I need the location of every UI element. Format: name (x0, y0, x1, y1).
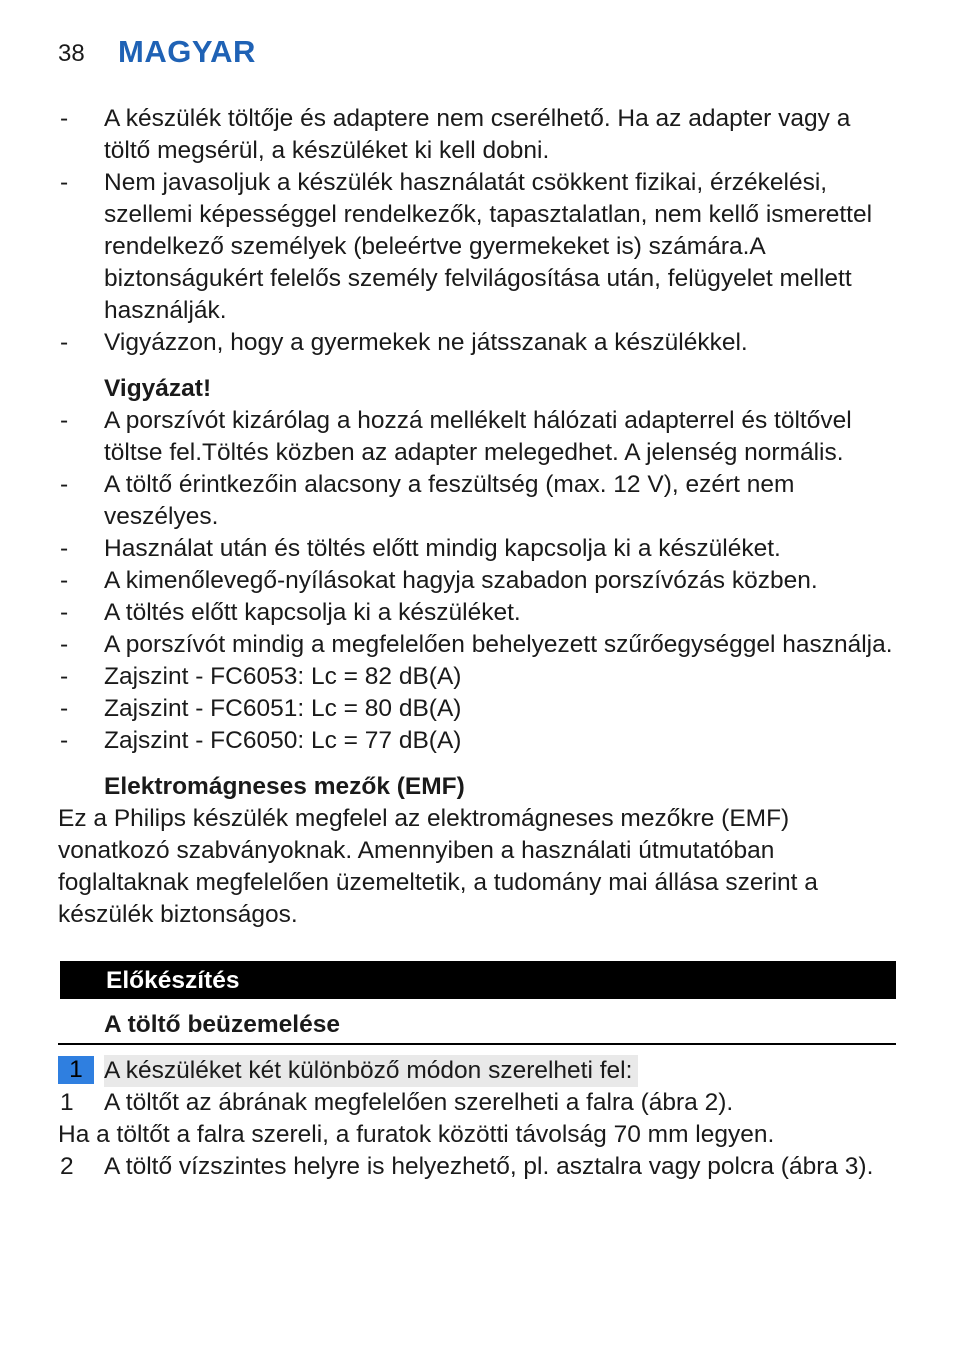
list-marker: - (60, 567, 69, 594)
list-marker: - (60, 631, 69, 658)
section-band-title: Előkészítés (60, 961, 896, 999)
list-marker: - (60, 727, 69, 754)
emf-heading: Elektromágneses mezők (EMF) (104, 773, 465, 800)
list-item (58, 597, 898, 629)
charger-setup-heading: A töltő beüzemelése (58, 1009, 896, 1045)
list-item (58, 725, 898, 757)
list-marker: - (60, 663, 69, 690)
list-item (58, 1151, 898, 1183)
list-marker: - (60, 407, 69, 434)
list-marker: - (60, 169, 69, 196)
caution-heading: Vigyázat! (104, 375, 212, 402)
list-item-text: A töltőt az ábrának megfelelően szerelheti a falra (ábra 2). (104, 1089, 734, 1116)
list-item (58, 327, 898, 359)
list-item-text: A töltő érintkezőin alacsony a feszültség (max. 12 V), ezért nem veszélyes. (104, 471, 795, 530)
list-item-text: A porszívót kizárólag a hozzá mellékelt hálózati adapterrel és töltővel töltse fel.Töltés közben az adapter melegedhet. A jelenség normális. (104, 407, 852, 466)
list-marker: - (60, 535, 69, 562)
list-item (58, 1087, 898, 1119)
list-item (58, 469, 898, 533)
page-number: 38 (58, 40, 85, 67)
list-item-text: A készülék töltője és adaptere nem cserélhető. Ha az adapter vagy a töltő megsérül, a készüléket ki kell dobni. (104, 105, 851, 164)
list-item (58, 693, 898, 725)
list-item-text: A töltő vízszintes helyre is helyezhető, pl. asztalra vagy polcra (ábra 3). (104, 1153, 874, 1180)
list-marker: 1 (60, 1089, 74, 1116)
list-item-text: Zajszint - FC6053: Lc = 82 dB(A) (104, 663, 462, 690)
list-marker: - (60, 329, 69, 356)
language-title: MAGYAR (118, 34, 256, 69)
list-item (58, 565, 898, 597)
list-marker: - (60, 695, 69, 722)
list-item-text: Zajszint - FC6051: Lc = 80 dB(A) (104, 695, 462, 722)
step-row (58, 1055, 898, 1087)
list-item-text: A porszívót mindig a megfelelően behelyezett szűrőegységgel használja. (104, 631, 893, 658)
list-item (58, 661, 898, 693)
step-text: A készüléket két különböző módon szerelheti fel: (104, 1055, 638, 1087)
list-item-text: Vigyázzon, hogy a gyermekek ne játsszanak a készülékkel. (104, 329, 748, 356)
list-item (58, 405, 898, 469)
page-content (58, 103, 898, 1183)
list-item (58, 103, 898, 167)
list-item-text: Használat után és töltés előtt mindig kapcsolja ki a készüléket. (104, 535, 781, 562)
step-number-badge: 1 (58, 1056, 94, 1084)
list-item-text: Zajszint - FC6050: Lc = 77 dB(A) (104, 727, 462, 754)
list-marker: - (60, 105, 69, 132)
list-item (58, 533, 898, 565)
list-item (58, 167, 898, 327)
emf-paragraph: Ez a Philips készülék megfelel az elektromágneses mezőkre (EMF) vonatkozó szabványoknak. Amennyiben a használati útmutatóban foglaltaknak megfelelően üzemeltetik, a tudomány mai állása szerint a készülék biztonságos. (58, 805, 818, 928)
list-marker: 2 (60, 1153, 74, 1180)
list-marker: - (60, 471, 69, 498)
list-item-text: Nem javasoljuk a készülék használatát csökkent fizikai, érzékelési, szellemi képességgel rendelkezők, tapasztalatlan, nem kellő ismerettel rendelkező személyek (beleértve gyermekeket is) számára.A biztonságukért felelős személy felvilágosítása után, felügyelet mellett használják. (104, 169, 873, 324)
list-item-text: A töltés előtt kapcsolja ki a készüléket. (104, 599, 521, 626)
list-item-text: A kimenőlevegő-nyílásokat hagyja szabadon porszívózás közben. (104, 567, 818, 594)
list-item (58, 629, 898, 661)
list-marker: - (60, 599, 69, 626)
note-paragraph: Ha a töltőt a falra szereli, a furatok közötti távolság 70 mm legyen. (58, 1121, 775, 1148)
